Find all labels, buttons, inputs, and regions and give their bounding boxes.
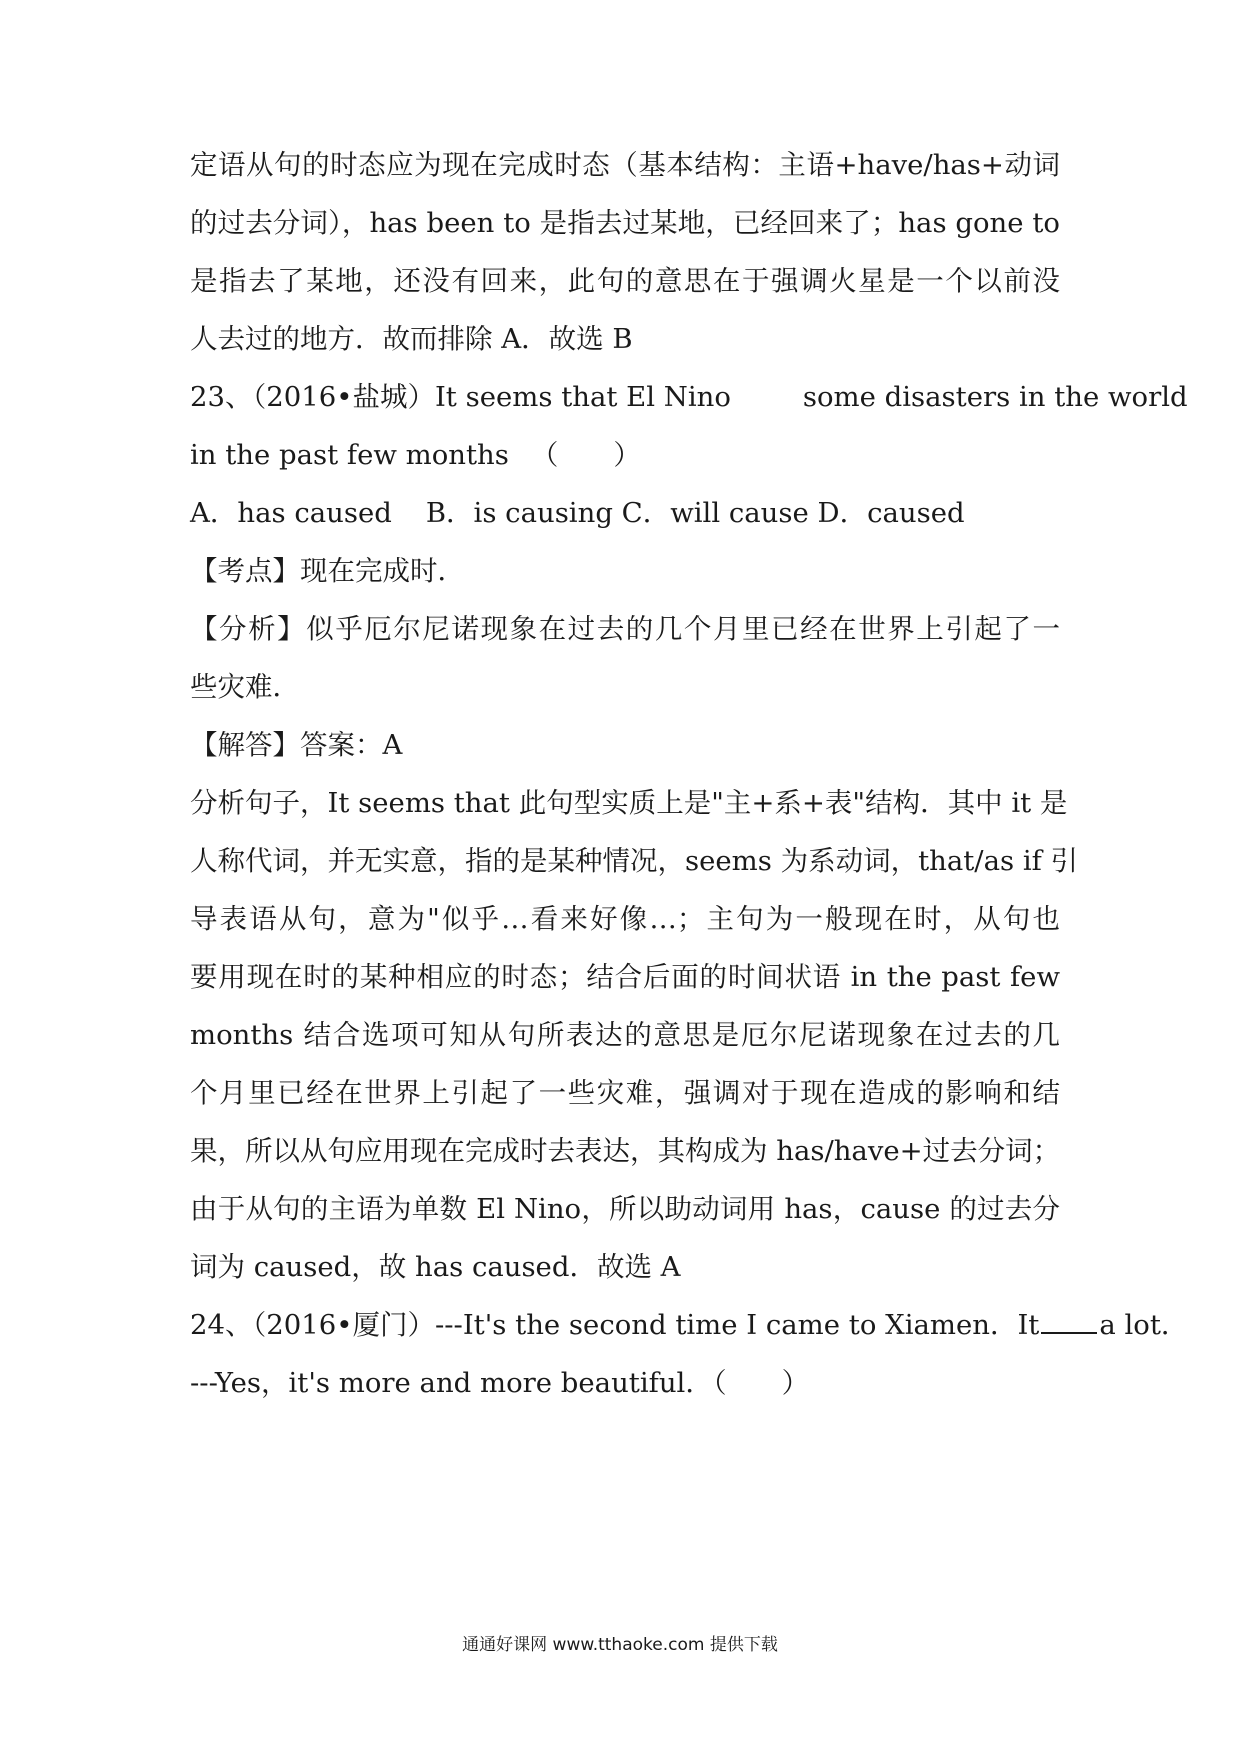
explanation-line: 的过去分词），has been to 是指去过某地，已经回来了；has gone to — [190, 207, 1060, 239]
page-footer: 通通好课网 www.tthaoke.com 提供下载 — [462, 1635, 778, 1655]
fenxi-text-line2: 些灾难． — [190, 671, 300, 703]
jieda-label: 【解答】 — [190, 729, 300, 761]
fenxi-label: 【分析】 — [190, 613, 307, 645]
question-24-stem-part1: 24、（2016•厦门）---It's the second time I came to Xiamen．It — [190, 1309, 1040, 1341]
option-d: D．caused — [817, 497, 965, 529]
analysis-line: 导表语从句，意为"似乎…看来好像…；主句为一般现在时，从句也 — [190, 903, 1060, 935]
question-24-stem — [190, 1307, 1189, 1343]
question-23-stem-line2 — [190, 437, 1060, 473]
analysis-line: 个月里已经在世界上引起了一些灾难，强调对于现在造成的影响和结 — [190, 1077, 1060, 1109]
option-c: C．will cause — [621, 497, 809, 529]
explanation-line: 定语从句的时态应为现在完成时态（基本结构：主语+have/has+动词 — [190, 149, 1060, 181]
kaodian-text: 现在完成时． — [300, 555, 465, 587]
jieda-text: 答案：A — [300, 729, 403, 761]
question-23-stem-text: in the past few months — [190, 439, 509, 471]
analysis-line: 词为 caused，故 has caused．故选 A — [190, 1251, 681, 1283]
analysis-line: 由于从句的主语为单数 El Nino，所以助动词用 has，cause 的过去分 — [190, 1193, 1060, 1225]
question-24-stem-line2: ---Yes，it's more and more beautiful．（ ） — [190, 1367, 810, 1399]
question-23-stem-part1: 23、（2016•盐城）It seems that El Nino — [190, 381, 731, 413]
question-24-stem-part2: a lot． — [1099, 1309, 1189, 1341]
answer-blank — [1041, 1308, 1097, 1334]
analysis-line: months 结合选项可知从句所表达的意思是厄尔尼诺现象在过去的几 — [190, 1019, 1060, 1051]
kaodian-label: 【考点】 — [190, 555, 300, 587]
kaodian-section — [190, 553, 1060, 589]
analysis-line: 人称代词，并无实意，指的是某种情况，seems 为系动词，that/as if 引 — [190, 845, 1079, 877]
option-a: A．has caused — [190, 497, 392, 529]
fenxi-section — [190, 611, 1060, 647]
question-23-stem-part2: some disasters in the world — [802, 381, 1188, 413]
analysis-line: 果，所以从句应用现在完成时去表达，其构成为 has/have+过去分词； — [190, 1135, 1061, 1167]
explanation-line: 人去过的地方．故而排除 A．故选 B — [190, 323, 633, 355]
question-23-options — [190, 495, 1060, 531]
jieda-section — [190, 727, 1060, 763]
analysis-line: 分析句子，It seems that 此句型实质上是"主+系+表"结构．其中 it 是 — [190, 787, 1068, 819]
fenxi-text: 似乎厄尔尼诺现象在过去的几个月里已经在世界上引起了一 — [306, 613, 1061, 645]
explanation-line: 是指去了某地，还没有回来，此句的意思在于强调火星是一个以前没 — [190, 265, 1060, 297]
analysis-line: 要用现在时的某种相应的时态；结合后面的时间状语 in the past few — [190, 961, 1060, 993]
question-23-stem — [190, 379, 1188, 415]
option-b: B．is causing — [425, 497, 613, 529]
answer-parentheses: （ ） — [530, 439, 641, 471]
